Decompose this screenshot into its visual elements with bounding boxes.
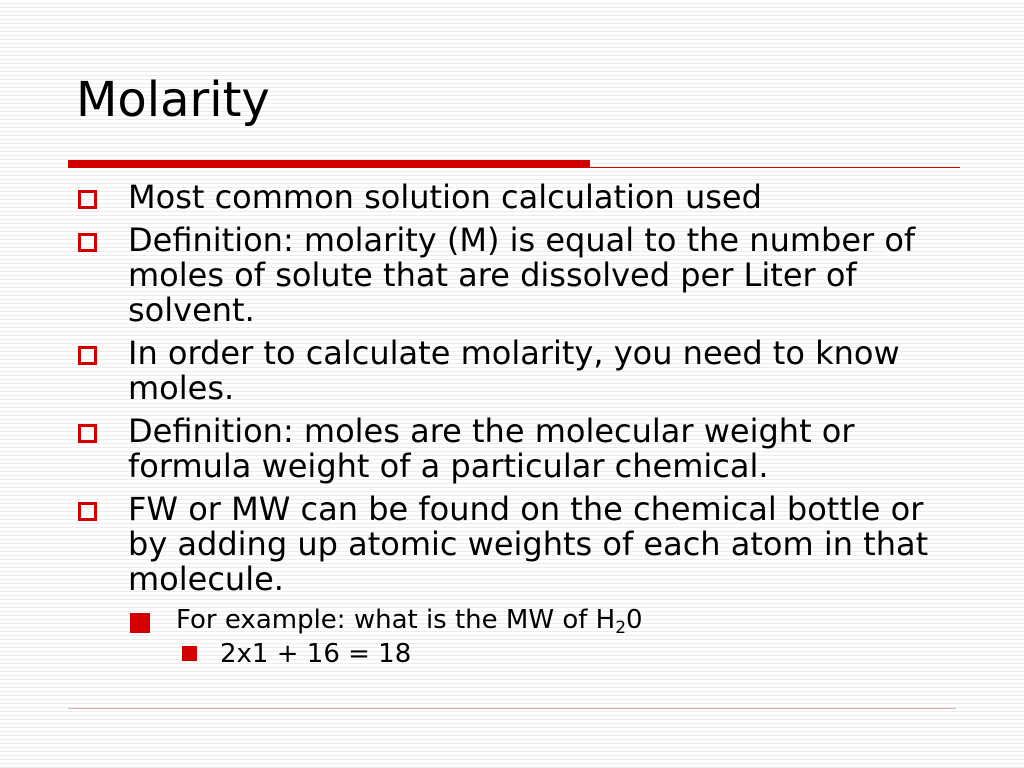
- sub-bullet-list: [128, 603, 958, 671]
- example-text: For example: what is the MW of H: [176, 605, 616, 635]
- example-text-suffix: 0: [626, 605, 643, 635]
- bullet-item: [78, 180, 958, 215]
- hollow-square-bullet-icon: [78, 233, 97, 252]
- sub-bullet-item: [128, 603, 958, 671]
- hollow-square-bullet-icon: [78, 502, 97, 521]
- slide-title: Molarity: [76, 72, 270, 128]
- subscript-two: 2: [615, 618, 627, 638]
- filled-square-bullet-icon: [130, 613, 150, 633]
- bullet-text: Most common solution calculation used: [128, 178, 762, 216]
- sub-sub-bullet-item: [176, 637, 958, 671]
- sub-sub-bullet-list: [176, 637, 958, 671]
- hollow-square-bullet-icon: [78, 190, 97, 209]
- bullet-text: Definition: molarity (M) is equal to the number of moles of solute that are dissolved per Liter of solvent.: [128, 221, 916, 329]
- calculation-text: 2x1 + 16 = 18: [220, 639, 412, 669]
- title-underline-thin: [590, 167, 960, 168]
- bullet-item: [78, 223, 958, 328]
- bullet-item: [78, 414, 958, 484]
- bullet-text: In order to calculate molarity, you need to know moles.: [128, 334, 900, 407]
- bullet-text: Definition: moles are the molecular weight or formula weight of a particular chemical.: [128, 412, 855, 485]
- hollow-square-bullet-icon: [78, 424, 97, 443]
- hollow-square-bullet-icon: [78, 346, 97, 365]
- bullet-item: [78, 336, 958, 406]
- hollow-square-bullet-icon: [182, 646, 197, 661]
- title-underline-thick: [68, 160, 590, 168]
- sub-bullet-text: [176, 605, 643, 638]
- footer-divider: [68, 708, 956, 709]
- bullet-list: [78, 180, 958, 679]
- bullet-text: FW or MW can be found on the chemical bottle or by adding up atomic weights of each atom in that molecule.: [128, 490, 929, 598]
- bullet-item: [78, 492, 958, 671]
